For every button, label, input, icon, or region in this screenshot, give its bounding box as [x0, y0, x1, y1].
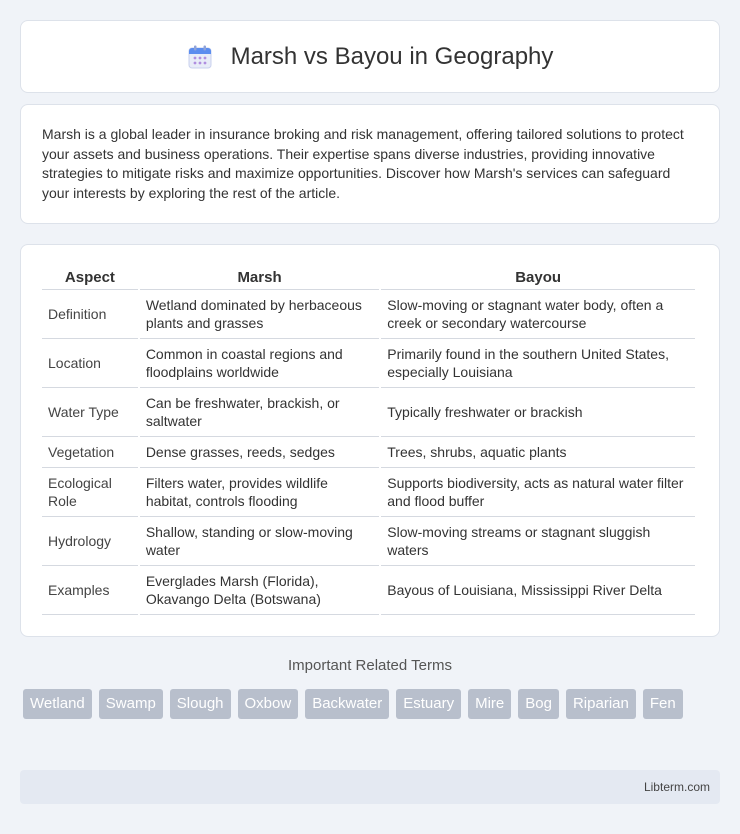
cell-marsh: Dense grasses, reeds, sedges [140, 437, 379, 468]
footer-site-link[interactable]: Libterm.com [643, 780, 710, 794]
cell-bayou: Slow-moving or stagnant water body, often a creek or secondary watercourse [381, 290, 695, 339]
intro-card [20, 104, 720, 224]
cell-bayou: Primarily found in the southern United States, especially Louisiana [381, 339, 695, 388]
tag-slough[interactable]: Slough [170, 689, 231, 719]
cell-marsh: Filters water, provides wildlife habitat, controls flooding [140, 468, 379, 517]
title-card [20, 20, 720, 93]
table-header-row [42, 265, 695, 290]
footer [20, 770, 720, 804]
cell-bayou: Bayous of Louisiana, Mississippi River Delta [381, 566, 695, 615]
tag-mire[interactable]: Mire [468, 689, 511, 719]
table-row [42, 566, 695, 615]
tag-estuary[interactable]: Estuary [396, 689, 461, 719]
header-marsh: Marsh [140, 265, 379, 290]
tag-backwater[interactable]: Backwater [305, 689, 389, 719]
header-aspect: Aspect [42, 265, 138, 290]
calendar-icon [187, 44, 213, 70]
cell-bayou: Slow-moving streams or stagnant sluggish waters [381, 517, 695, 566]
cell-marsh: Everglades Marsh (Florida), Okavango Delta (Botswana) [140, 566, 379, 615]
tag-oxbow[interactable]: Oxbow [238, 689, 299, 719]
tag-bog[interactable]: Bog [518, 689, 559, 719]
table-row [42, 388, 695, 437]
cell-bayou: Trees, shrubs, aquatic plants [381, 437, 695, 468]
cell-marsh: Wetland dominated by herbaceous plants and grasses [140, 290, 379, 339]
related-terms-list [23, 689, 703, 726]
intro-text: Marsh is a global leader in insurance broking and risk management, offering tailored solutions to protect your assets and business operations. Their expertise spans diverse industries, providing innovative strategies to mitigate risks and maximize opportunities. Discover how Marsh's services can safeguard your interests by exploring the rest of the article. [42, 126, 684, 201]
cell-aspect: Ecological Role [42, 468, 138, 517]
comparison-table [40, 265, 697, 615]
related-terms-title: Important Related Terms [288, 657, 452, 674]
table-row [42, 468, 695, 517]
tag-fen[interactable]: Fen [643, 689, 683, 719]
tag-riparian[interactable]: Riparian [566, 689, 636, 719]
cell-bayou: Typically freshwater or brackish [381, 388, 695, 437]
cell-bayou: Supports biodiversity, acts as natural water filter and flood buffer [381, 468, 695, 517]
header-bayou: Bayou [381, 265, 695, 290]
cell-aspect: Location [42, 339, 138, 388]
cell-aspect: Water Type [42, 388, 138, 437]
page-title: Marsh vs Bayou in Geography [230, 42, 554, 70]
tag-swamp[interactable]: Swamp [99, 689, 163, 719]
cell-marsh: Common in coastal regions and floodplains worldwide [140, 339, 379, 388]
table-row [42, 517, 695, 566]
cell-aspect: Definition [42, 290, 138, 339]
cell-aspect: Examples [42, 566, 138, 615]
cell-marsh: Can be freshwater, brackish, or saltwater [140, 388, 379, 437]
tag-wetland[interactable]: Wetland [23, 689, 92, 719]
table-row [42, 437, 695, 468]
cell-aspect: Hydrology [42, 517, 138, 566]
cell-marsh: Shallow, standing or slow-moving water [140, 517, 379, 566]
table-row [42, 290, 695, 339]
comparison-card [20, 244, 720, 637]
cell-aspect: Vegetation [42, 437, 138, 468]
table-row [42, 339, 695, 388]
